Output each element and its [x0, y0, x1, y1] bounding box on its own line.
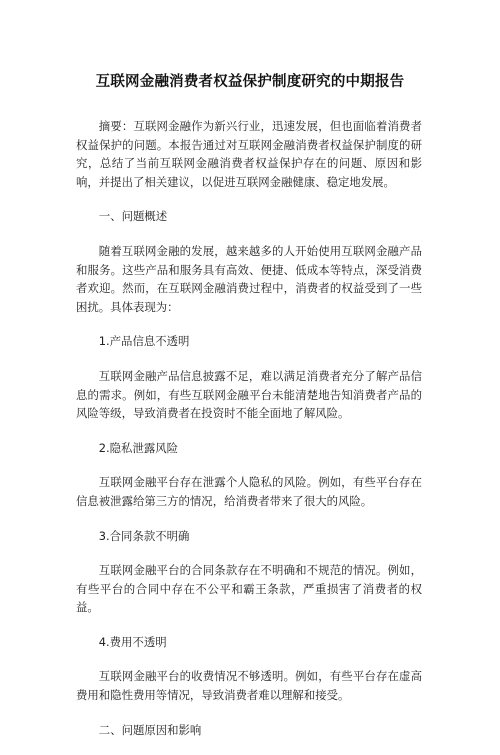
- item-2-heading: 2.隐私泄露风险: [98, 440, 179, 455]
- document-body: [76, 117, 422, 755]
- section-2-heading: 二、问题原因和影响: [98, 722, 202, 737]
- item-4-heading: 4.费用不透明: [98, 634, 167, 649]
- abstract-paragraph: 摘要：互联网金融作为新兴行业，迅速发展，但也面临着消费者权益保护的问题。本报告通过对互联网金融消费者权益保护制度的研究，总结了当前互联网金融消费者权益保护存在的问题、原因和影响，并提出了相关建议，以促进互联网金融健康、稳定地发展。: [76, 119, 422, 189]
- section-1-intro: 随着互联网金融的发展，越来越多的人开始使用互联网金融产品和服务。这些产品和服务具有高效、便捷、低成本等特点，深受消费者欢迎。然而，在互联网金融消费过程中，消费者的权益受到了一些困扰。具体表现为：: [76, 243, 422, 314]
- item-3-text: 互联网金融平台的合同条款存在不明确和不规范的情况。例如，有些平台的合同中存在不公平和霸王条款，严重损害了消费者的权益。: [76, 563, 422, 615]
- item-4-text: 互联网金融平台的收费情况不够透明。例如，有些平台存在虚高费用和隐性费用等情况，导致消费者难以理解和接受。: [76, 669, 422, 703]
- item-1-heading: 1.产品信息不透明: [98, 334, 190, 349]
- item-1-text: 互联网金融产品信息披露不足，难以满足消费者充分了解产品信息的需求。例如，有些互联网金融平台未能清楚地告知消费者产品的风险等级，导致消费者在投资时不能全面地了解风险。: [76, 368, 422, 421]
- item-3-heading: 3.合同条款不明确: [98, 528, 190, 543]
- item-2-text: 互联网金融平台存在泄露个人隐私的风险。例如，有些平台存在信息被泄露给第三方的情况，给消费者带来了很大的风险。: [76, 475, 422, 508]
- document-title: 互联网金融消费者权益保护制度研究的中期报告: [95, 74, 405, 90]
- section-1-heading: 一、问题概述: [98, 209, 168, 224]
